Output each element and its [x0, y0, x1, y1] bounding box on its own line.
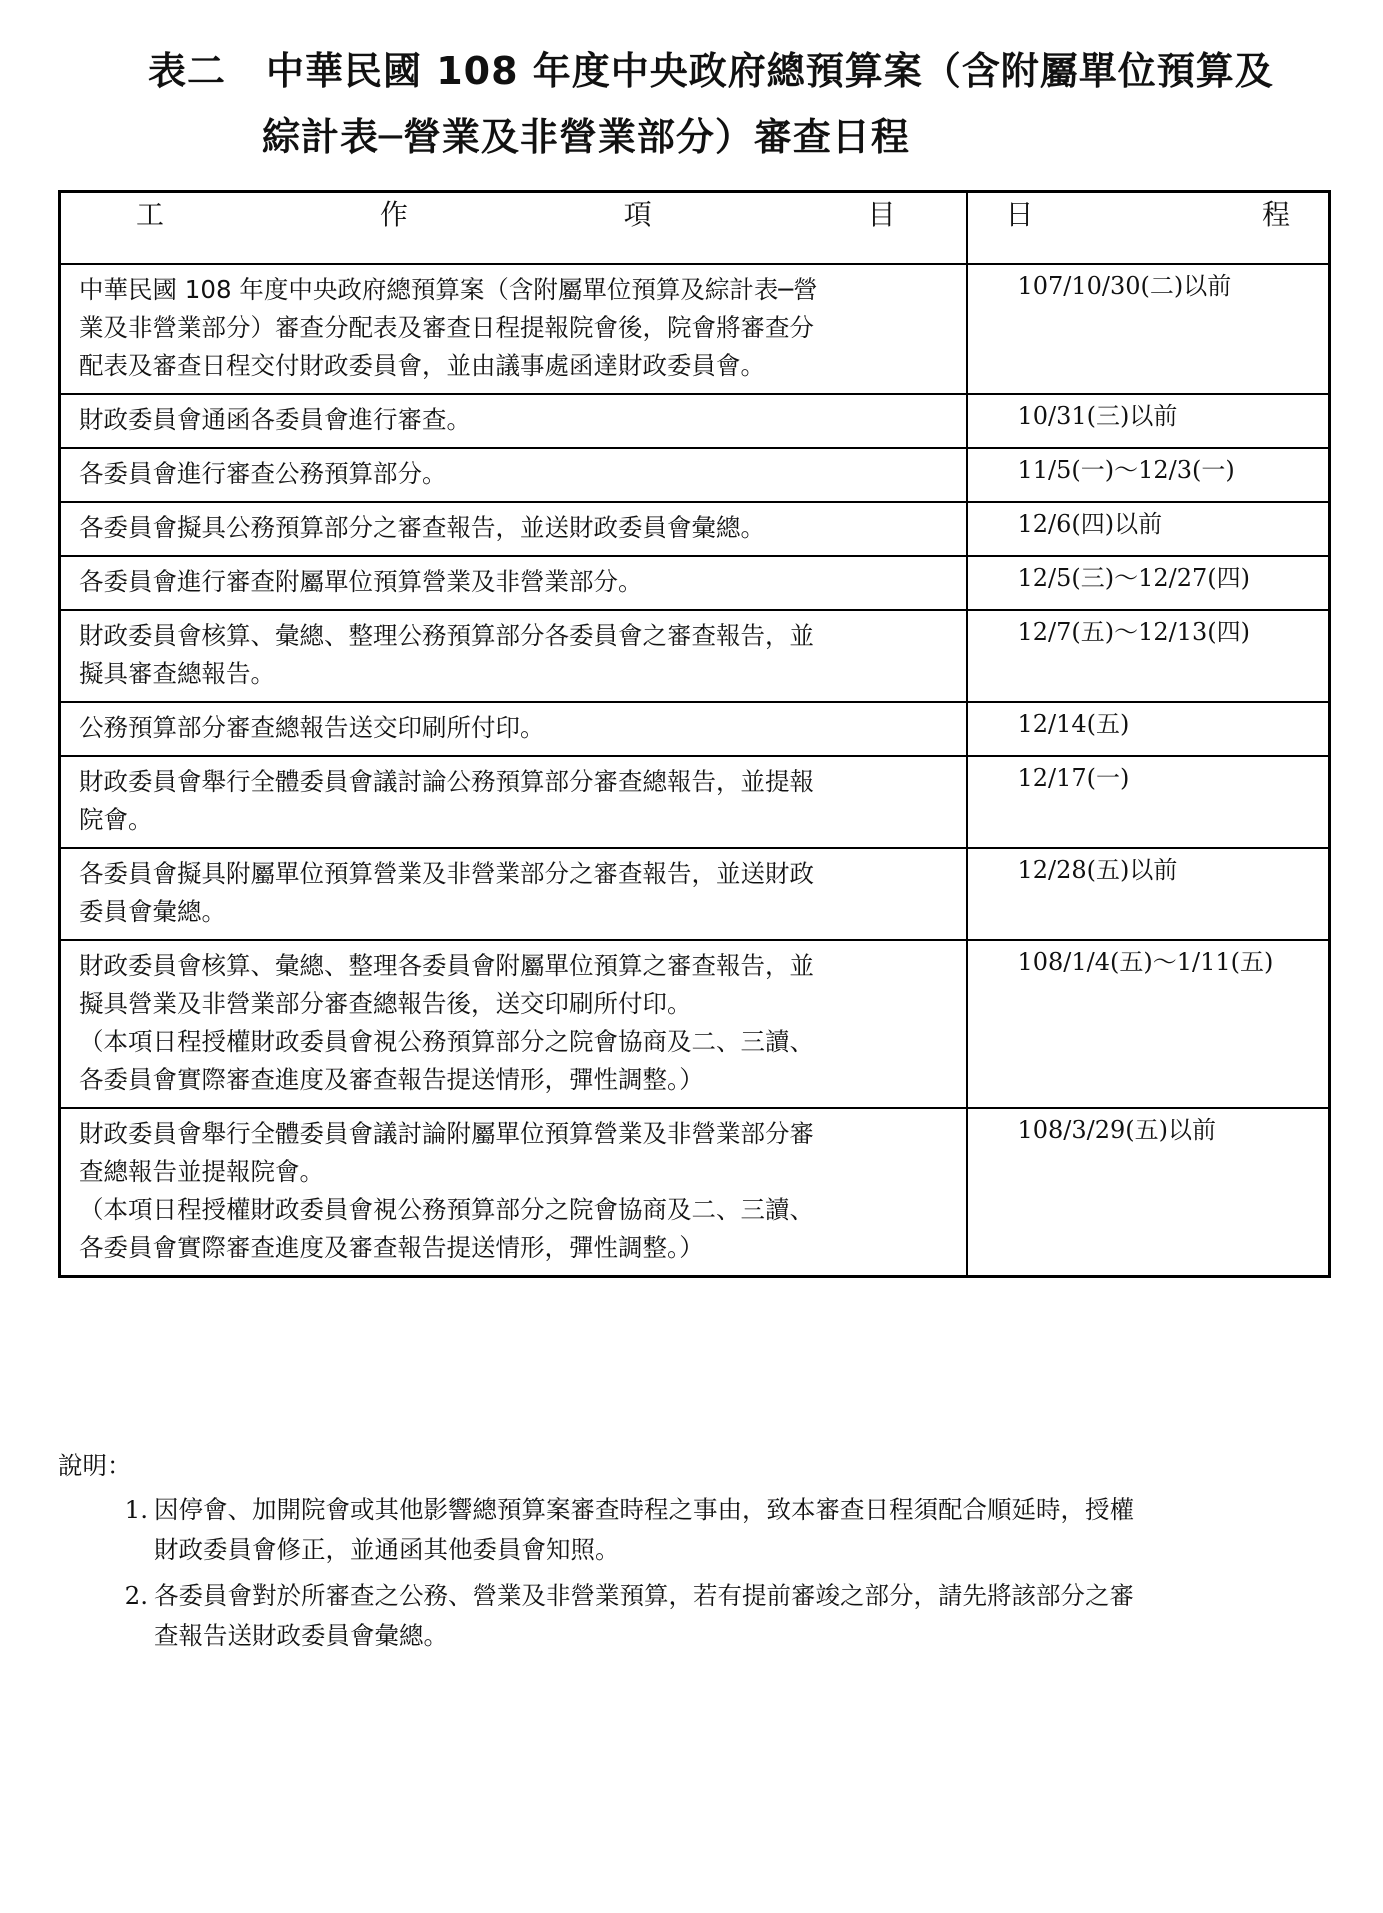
- work-item-line: 各委員會實際審查進度及審查報告提送情形，彈性調整。）: [79, 1065, 704, 1094]
- note-item: [58, 1576, 1338, 1656]
- note-number: 1.: [124, 1495, 148, 1524]
- page-title-line-1: [148, 40, 1383, 95]
- work-item-line: 財政委員會通函各委員會進行審查。: [79, 405, 471, 434]
- header-char: 程: [1261, 198, 1290, 231]
- work-item-cell: [60, 556, 967, 610]
- schedule-date: 107/10/30(二)以前: [967, 264, 1330, 394]
- work-item-cell: [60, 848, 967, 940]
- header-char: 作: [379, 198, 408, 231]
- schedule-date: 12/28(五)以前: [967, 848, 1330, 940]
- work-item-cell: [60, 1108, 967, 1277]
- work-item-cell: [60, 394, 967, 448]
- notes-section: [58, 1448, 1338, 1656]
- note-text: [154, 1490, 1338, 1570]
- header-work-items: [60, 192, 967, 265]
- schedule-date: 12/7(五)～12/13(四): [967, 610, 1330, 702]
- note-text: [154, 1576, 1338, 1656]
- title-text-1: 中華民國 108 年度中央政府總預算案（含附屬單位預算及: [266, 49, 1274, 93]
- schedule-date: 12/14(五): [967, 702, 1330, 756]
- table-row: [60, 610, 1330, 702]
- work-item-cell: [60, 264, 967, 394]
- work-item-cell: [60, 610, 967, 702]
- work-item-cell: [60, 702, 967, 756]
- table-row: [60, 448, 1330, 502]
- table-row: [60, 756, 1330, 848]
- schedule-date: 12/6(四)以前: [967, 502, 1330, 556]
- header-char: 工: [136, 198, 165, 231]
- work-item-line: 擬具審查總報告。: [79, 659, 275, 688]
- work-item-line: 擬具營業及非營業部分審查總報告後，送交印刷所付印。: [79, 989, 692, 1018]
- schedule-date: 12/5(三)～12/27(四): [967, 556, 1330, 610]
- work-item-line: 中華民國 108 年度中央政府總預算案（含附屬單位預算及綜計表─營: [79, 275, 818, 304]
- note-line: 因停會、加開院會或其他影響總預算案審查時程之事由，致本審查日程須配合順延時，授權: [154, 1495, 1134, 1524]
- work-item-line: 財政委員會舉行全體委員會議討論公務預算部分審查總報告，並提報: [79, 767, 814, 796]
- work-item-cell: [60, 756, 967, 848]
- note-line: 財政委員會修正，並通函其他委員會知照。: [154, 1535, 620, 1564]
- work-item-line: （本項日程授權財政委員會視公務預算部分之院會協商及二、三讀、: [79, 1027, 814, 1056]
- work-item-line: 各委員會進行審查附屬單位預算營業及非營業部分。: [79, 567, 643, 596]
- work-item-line: 院會。: [79, 805, 153, 834]
- note-line: 查報告送財政委員會彙總。: [154, 1621, 448, 1650]
- work-item-line: 財政委員會核算、彙總、整理各委員會附屬單位預算之審查報告，並: [79, 951, 814, 980]
- work-item-line: 財政委員會舉行全體委員會議討論附屬單位預算營業及非營業部分審: [79, 1119, 814, 1148]
- table-header-row: [60, 192, 1330, 265]
- schedule-date: 108/3/29(五)以前: [967, 1108, 1330, 1277]
- work-item-cell: [60, 940, 967, 1108]
- work-item-line: 業及非營業部分）審查分配表及審查日程提報院會後，院會將審查分: [79, 313, 814, 342]
- schedule-date: 108/1/4(五)～1/11(五): [967, 940, 1330, 1108]
- note-line: 各委員會對於所審查之公務、營業及非營業預算，若有提前審竣之部分，請先將該部分之審: [154, 1581, 1134, 1610]
- table-row: [60, 264, 1330, 394]
- table-row: [60, 556, 1330, 610]
- page-title-line-2: 綜計表─營業及非營業部分）審查日程: [262, 115, 910, 159]
- table-row: [60, 1108, 1330, 1277]
- table-row: [60, 394, 1330, 448]
- note-number: 2.: [124, 1581, 148, 1610]
- work-item-line: 查總報告並提報院會。: [79, 1157, 324, 1186]
- work-item-line: （本項日程授權財政委員會視公務預算部分之院會協商及二、三讀、: [79, 1195, 814, 1224]
- work-item-line: 配表及審查日程交付財政委員會，並由議事處函達財政委員會。: [79, 351, 765, 380]
- table-row: [60, 848, 1330, 940]
- table-row: [60, 502, 1330, 556]
- table-row: [60, 940, 1330, 1108]
- work-item-cell: [60, 448, 967, 502]
- work-item-line: 各委員會進行審查公務預算部分。: [79, 459, 447, 488]
- work-item-line: 各委員會實際審查進度及審查報告提送情形，彈性調整。）: [79, 1233, 704, 1262]
- work-item-line: 各委員會擬具公務預算部分之審查報告，並送財政委員會彙總。: [79, 513, 765, 542]
- schedule-date: 11/5(一)～12/3(一): [967, 448, 1330, 502]
- table-row: [60, 702, 1330, 756]
- schedule-date: 12/17(一): [967, 756, 1330, 848]
- work-item-line: 各委員會擬具附屬單位預算營業及非營業部分之審查報告，並送財政: [79, 859, 814, 888]
- notes-label: 說明：: [58, 1451, 132, 1480]
- schedule-date: 10/31(三)以前: [967, 394, 1330, 448]
- header-char: 日: [1005, 198, 1034, 231]
- note-item: [58, 1490, 1338, 1570]
- work-item-line: 財政委員會核算、彙總、整理公務預算部分各委員會之審查報告，並: [79, 621, 814, 650]
- table-number: 表二: [148, 49, 227, 93]
- work-item-cell: [60, 502, 967, 556]
- work-item-line: 委員會彙總。: [79, 897, 226, 926]
- review-schedule-table: [58, 190, 1331, 1278]
- header-char: 目: [867, 198, 896, 231]
- header-char: 項: [623, 198, 652, 231]
- work-item-line: 公務預算部分審查總報告送交印刷所付印。: [79, 713, 545, 742]
- header-schedule: [967, 192, 1330, 265]
